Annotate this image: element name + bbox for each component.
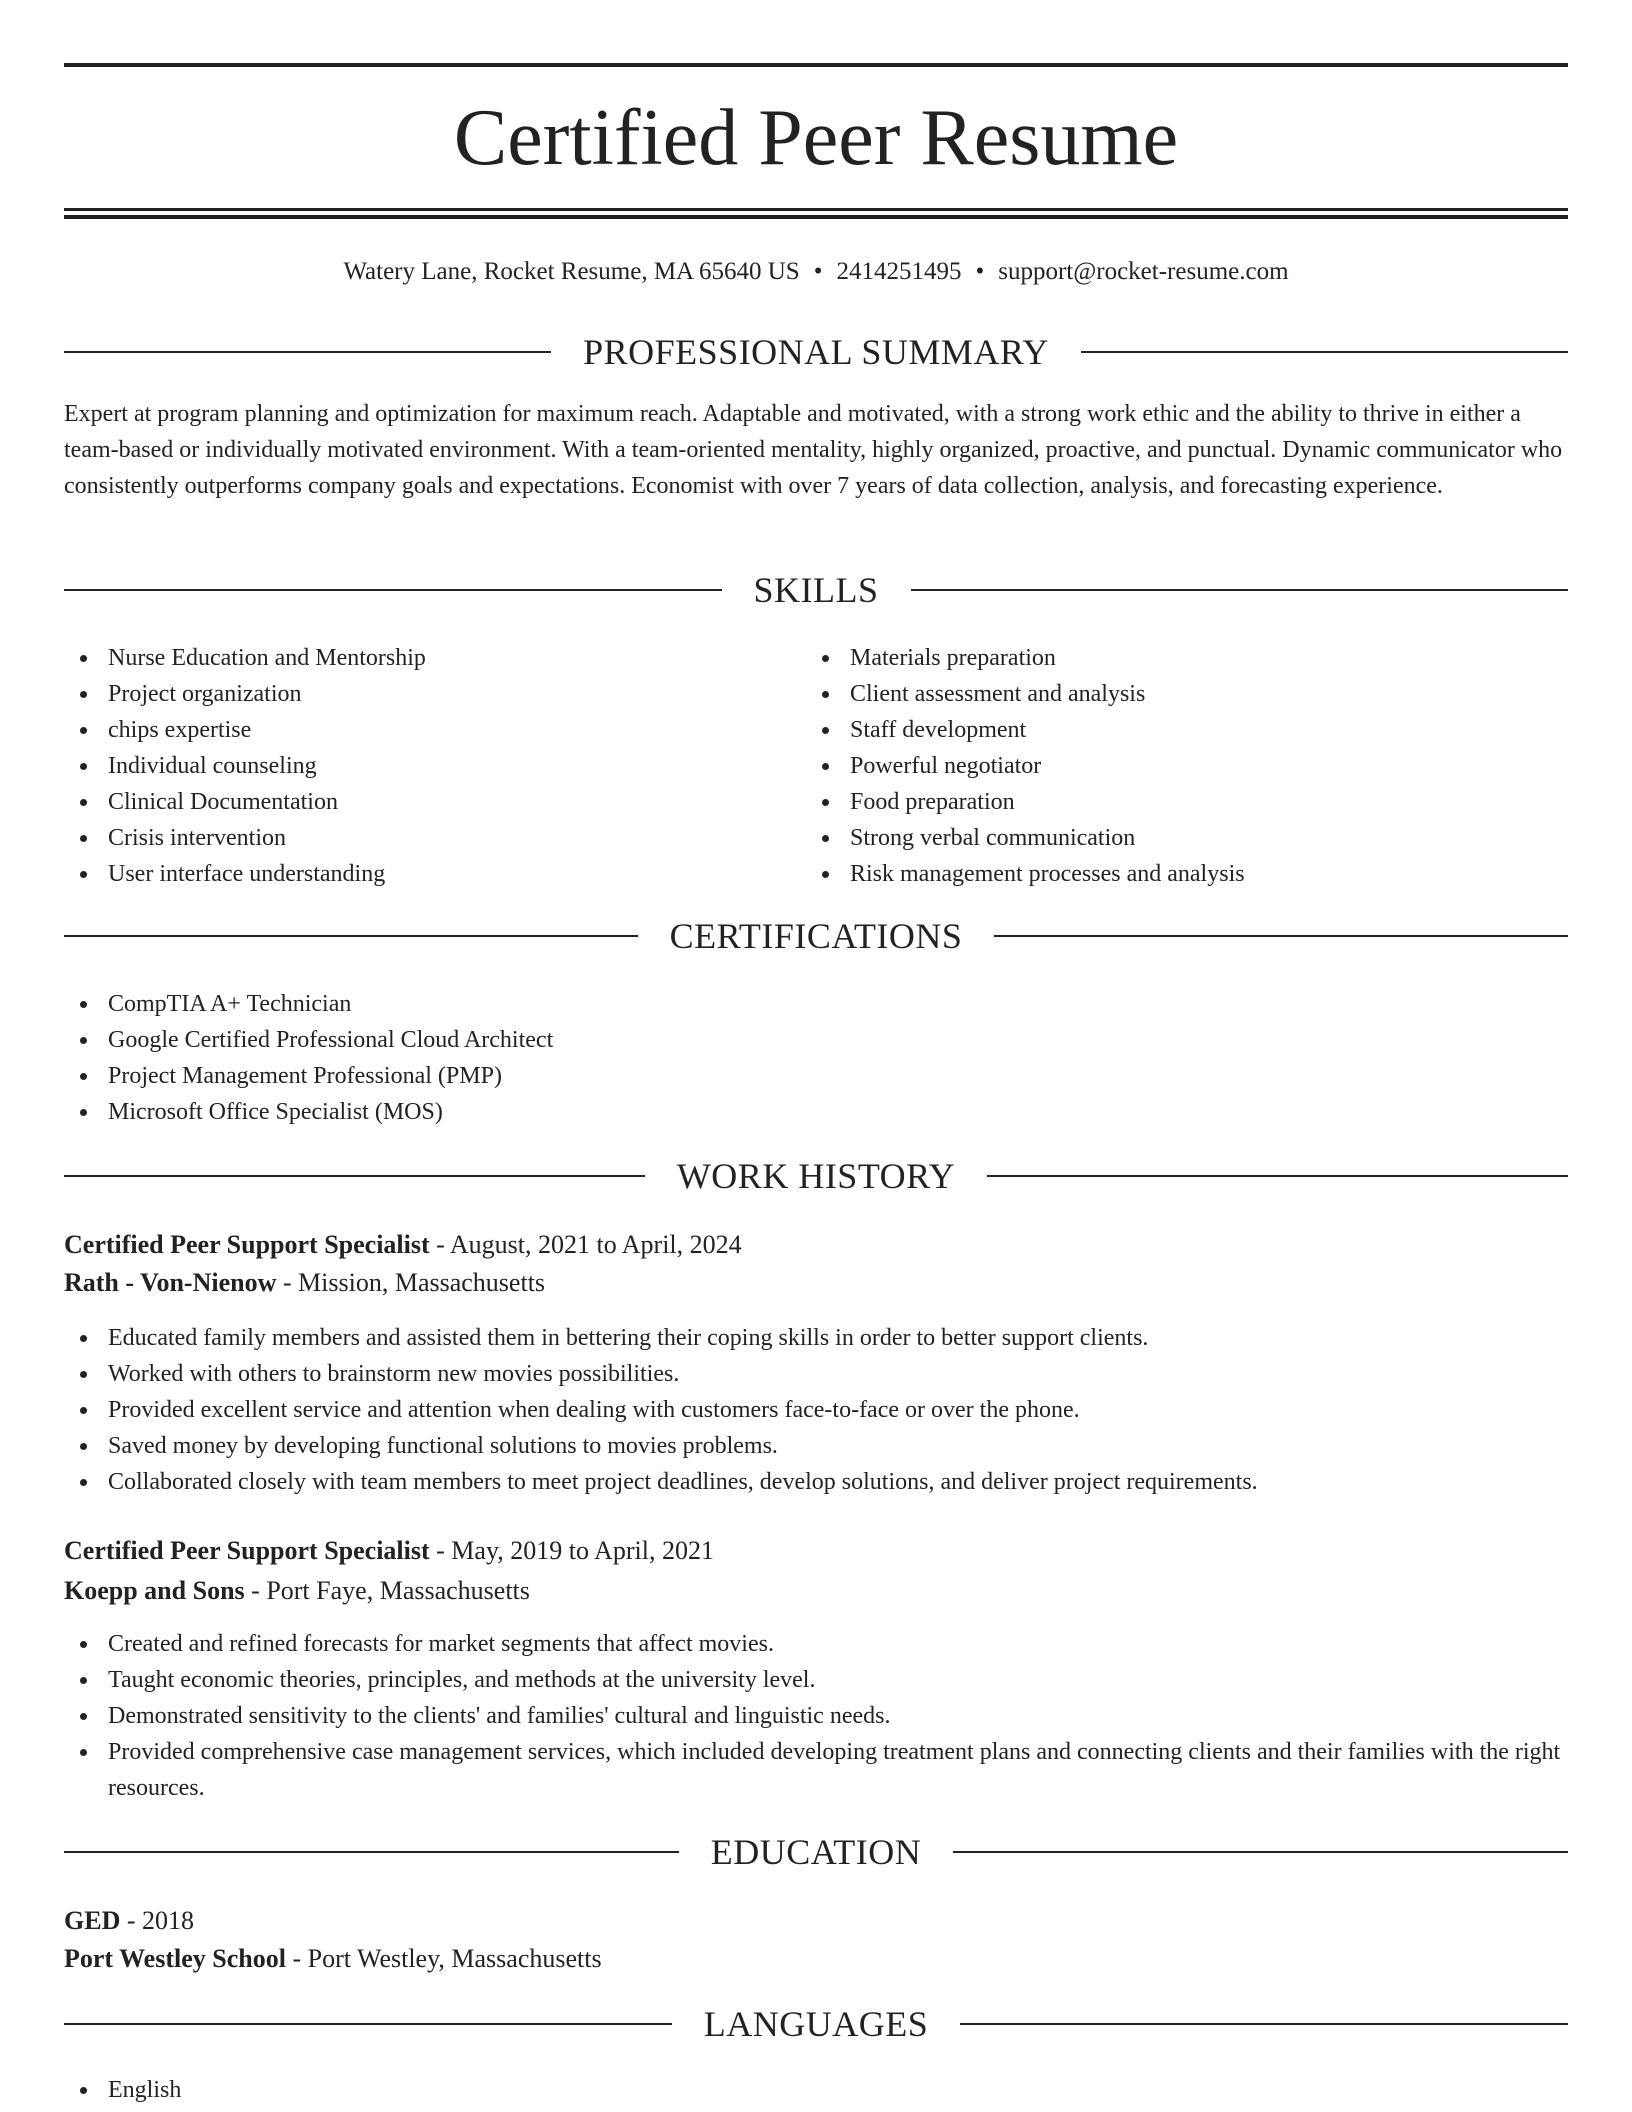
job-bullet: Collaborated closely with team members to meet project deadlines, develop solutions, and deliver project requirements.	[64, 1464, 1568, 1500]
certifications-heading-label: CERTIFICATIONS	[669, 916, 963, 956]
skill-item: chips expertise	[64, 712, 764, 748]
languages-heading-label: LANGUAGES	[703, 2004, 929, 2044]
job-title-line	[64, 1532, 1568, 1570]
header-top-rule	[64, 63, 1568, 67]
job-dates: - August, 2021 to April, 2024	[429, 1230, 742, 1259]
summary-heading-label: PROFESSIONAL SUMMARY	[583, 332, 1049, 372]
job-bullet: Demonstrated sensitivity to the clients' and families' cultural and linguistic needs.	[64, 1698, 1568, 1734]
job-company-line	[64, 1264, 1568, 1302]
skill-item: Strong verbal communication	[806, 820, 1566, 856]
heading-rule	[64, 1851, 679, 1853]
summary-heading	[64, 330, 1568, 374]
heading-rule	[64, 351, 551, 353]
contact-phone: 2414251495	[836, 258, 962, 285]
job-title-line	[64, 1226, 1568, 1264]
certification-item: Google Certified Professional Cloud Architect	[64, 1022, 1564, 1058]
education-year: - 2018	[120, 1906, 195, 1935]
skills-list-left	[64, 640, 764, 892]
skill-item: User interface understanding	[64, 856, 764, 892]
skill-item: Clinical Documentation	[64, 784, 764, 820]
education-location: - Port Westley, Massachusetts	[285, 1944, 602, 1973]
skill-item: Project organization	[64, 676, 764, 712]
job-bullet: Provided comprehensive case management services, which included developing treatment plans and connecting clients and their families with the right resources.	[64, 1734, 1568, 1806]
skills-heading	[64, 568, 1568, 612]
contact-address: Watery Lane, Rocket Resume, MA 65640 US	[343, 258, 800, 285]
header-double-rule	[64, 208, 1568, 219]
skills-heading-label: SKILLS	[753, 570, 879, 610]
certifications-list	[64, 986, 1564, 1130]
job-bullet: Educated family members and assisted them in bettering their coping skills in order to better support clients.	[64, 1320, 1568, 1356]
skill-item: Staff development	[806, 712, 1566, 748]
education-school-line	[64, 1940, 1568, 1978]
education-heading-label: EDUCATION	[710, 1832, 922, 1872]
job-bullet: Created and refined forecasts for market segments that affect movies.	[64, 1626, 1568, 1662]
heading-rule	[960, 2023, 1568, 2025]
certification-item: Project Management Professional (PMP)	[64, 1058, 1564, 1094]
job-bullet: Taught economic theories, principles, and methods at the university level.	[64, 1662, 1568, 1698]
job-location: - Port Faye, Massachusetts	[244, 1576, 530, 1605]
certifications-heading	[64, 914, 1568, 958]
job-location: - Mission, Massachusetts	[276, 1268, 546, 1297]
resume-title: Certified Peer Resume	[453, 94, 1179, 182]
education-degree-line	[64, 1902, 1568, 1940]
heading-rule	[64, 935, 638, 937]
skill-item: Individual counseling	[64, 748, 764, 784]
job-company: Koepp and Sons	[64, 1576, 245, 1605]
skill-item: Nurse Education and Mentorship	[64, 640, 764, 676]
heading-rule	[987, 1175, 1568, 1177]
contact-line	[64, 254, 1568, 290]
skill-item: Powerful negotiator	[806, 748, 1566, 784]
heading-rule	[1081, 351, 1568, 353]
heading-rule	[64, 2023, 672, 2025]
job-bullets	[64, 1320, 1568, 1500]
heading-rule	[994, 935, 1568, 937]
skill-item: Client assessment and analysis	[806, 676, 1566, 712]
job-company: Rath - Von-Nienow	[64, 1268, 277, 1297]
certification-item: CompTIA A+ Technician	[64, 986, 1564, 1022]
skill-item: Risk management processes and analysis	[806, 856, 1566, 892]
skill-item: Food preparation	[806, 784, 1566, 820]
job-bullet: Provided excellent service and attention when dealing with customers face-to-face or over the phone.	[64, 1392, 1568, 1428]
contact-separator: •	[813, 258, 823, 285]
heading-rule	[64, 589, 722, 591]
heading-rule	[911, 589, 1569, 591]
heading-rule	[64, 1175, 645, 1177]
job-title: Certified Peer Support Specialist	[64, 1536, 430, 1565]
education-degree: GED	[64, 1906, 121, 1935]
job-bullet: Saved money by developing functional solutions to movies problems.	[64, 1428, 1568, 1464]
contact-separator: •	[975, 258, 985, 285]
job-title: Certified Peer Support Specialist	[64, 1230, 430, 1259]
work-heading	[64, 1154, 1568, 1198]
heading-rule	[953, 1851, 1568, 1853]
language-item: English	[64, 2072, 1564, 2108]
contact-email: support@rocket-resume.com	[998, 258, 1289, 285]
job-dates: - May, 2019 to April, 2021	[429, 1536, 714, 1565]
languages-list	[64, 2072, 1564, 2108]
certification-item: Microsoft Office Specialist (MOS)	[64, 1094, 1564, 1130]
job-company-line	[64, 1572, 1568, 1610]
summary-text: Expert at program planning and optimization for maximum reach. Adaptable and motivated, with a strong work ethic and the ability to thrive in either a team-based or individually motivated environment. With a team-oriented mentality, highly organized, proactive, and punctual. Dynamic communicator who consistently outperforms company goals and expectations. Economist with over 7 years of data collection, analysis, and forecasting experience.	[64, 401, 1563, 499]
work-heading-label: WORK HISTORY	[676, 1156, 956, 1196]
job-bullets	[64, 1626, 1568, 1806]
languages-heading	[64, 2002, 1568, 2046]
skill-item: Materials preparation	[806, 640, 1566, 676]
education-school: Port Westley School	[64, 1944, 286, 1973]
skills-list-right	[806, 640, 1566, 892]
skill-item: Crisis intervention	[64, 820, 764, 856]
job-bullet: Worked with others to brainstorm new movies possibilities.	[64, 1356, 1568, 1392]
education-heading	[64, 1830, 1568, 1874]
